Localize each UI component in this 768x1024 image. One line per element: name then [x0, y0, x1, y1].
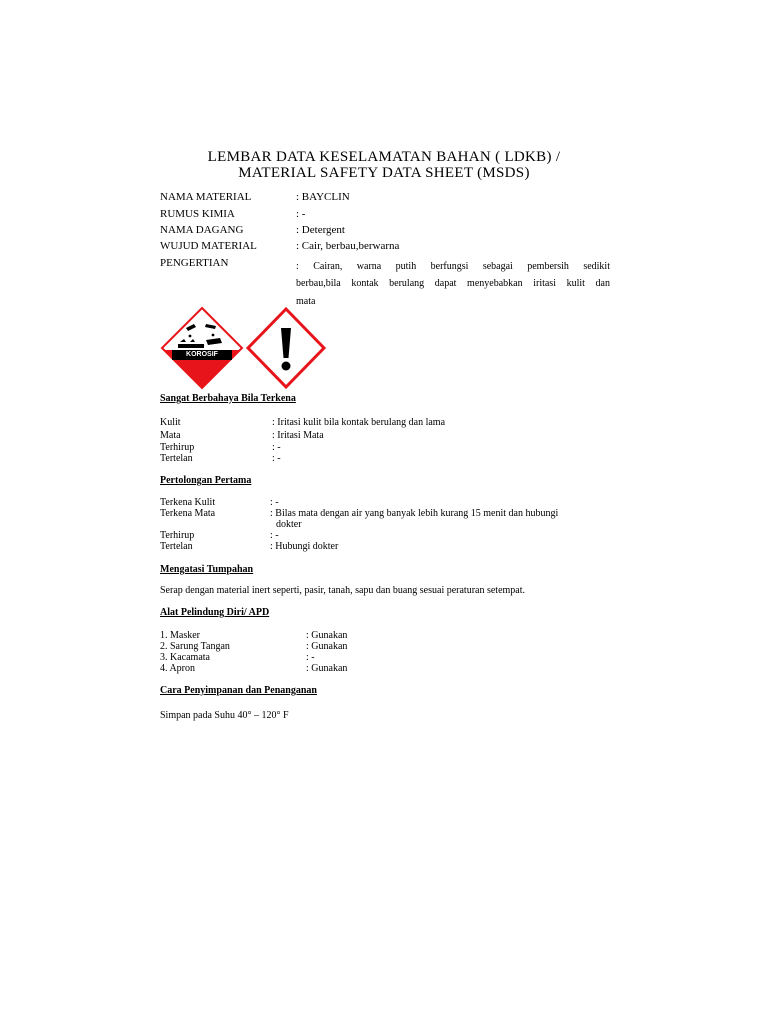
identity-label-trade-name: NAMA DAGANG — [160, 224, 244, 236]
document-title-line2: MATERIAL SAFETY DATA SHEET (MSDS) — [238, 165, 530, 181]
hazard-label-eye: Mata — [160, 430, 181, 441]
identity-label-definition: PENGERTIAN — [160, 257, 229, 269]
first-aid-label-inhaled: Terhirup — [160, 530, 195, 541]
first-aid-heading: Pertolongan Pertama — [160, 475, 252, 486]
identity-label-formula: RUMUS KIMIA — [160, 208, 235, 220]
first-aid-label-swallowed: Tertelan — [160, 541, 193, 552]
identity-value-definition-line2: berbau,bila kontak berulang dapat menyebabkan iritasi kulit dan — [296, 278, 610, 289]
warning-pictogram — [245, 306, 327, 390]
exclamation-icon — [245, 306, 327, 390]
spill-text: Serap dengan material inert seperti, pasir, tanah, sapu dan buang sesuai peraturan setempat. — [160, 585, 526, 596]
hazard-label-swallowed: Tertelan — [160, 453, 193, 464]
hazard-value-skin: : Iritasi kulit bila kontak berulang dan lama — [272, 417, 446, 428]
first-aid-value-swallowed: : Hubungi dokter — [270, 541, 339, 552]
corrosive-pictogram — [160, 306, 244, 390]
first-aid-value-eye-cont: dokter — [276, 519, 302, 530]
first-aid-value-eye: : Bilas mata dengan air yang banyak lebih kurang 15 menit dan hubungi — [270, 508, 559, 519]
identity-value-form: : Cair, berbau,berwarna — [296, 240, 400, 252]
spill-heading: Mengatasi Tumpahan — [160, 564, 254, 575]
storage-heading: Cara Penyimpanan dan Penanganan — [160, 685, 317, 696]
hazard-label-skin: Kulit — [160, 417, 181, 428]
hazard-label-inhaled: Terhirup — [160, 442, 195, 453]
hazard-value-inhaled: : - — [272, 442, 281, 453]
identity-value-trade-name: : Detergent — [296, 224, 345, 236]
ppe-heading: Alat Pelindung Diri/ APD — [160, 607, 270, 618]
ppe-label-goggles: 3. Kacamata — [160, 652, 210, 663]
ppe-value-gloves: : Gunakan — [306, 641, 348, 652]
first-aid-label-eye: Terkena Mata — [160, 508, 216, 519]
identity-value-definition-line3: mata — [296, 296, 316, 307]
ppe-label-gloves: 2. Sarung Tangan — [160, 641, 230, 652]
ppe-value-apron: : Gunakan — [306, 663, 348, 674]
identity-value-formula: : - — [296, 208, 306, 220]
first-aid-value-inhaled: : - — [270, 530, 279, 541]
ppe-label-apron: 4. Apron — [160, 663, 195, 674]
hazard-value-swallowed: : - — [272, 453, 281, 464]
first-aid-label-skin: Terkena Kulit — [160, 497, 216, 508]
corrosive-icon — [160, 306, 244, 390]
hazard-value-eye: : Iritasi Mata — [272, 430, 324, 441]
storage-text: Simpan pada Suhu 40° – 120° F — [160, 710, 289, 721]
first-aid-value-skin: : - — [270, 497, 279, 508]
corrosive-label: KOROSIF — [186, 351, 218, 358]
ppe-value-mask: : Gunakan — [306, 630, 348, 641]
ppe-label-mask: 1. Masker — [160, 630, 200, 641]
identity-label-form: WUJUD MATERIAL — [160, 240, 257, 252]
document-title-line1: LEMBAR DATA KESELAMATAN BAHAN ( LDKB) / — [207, 149, 561, 165]
hazard-heading: Sangat Berbahaya Bila Terkena — [160, 393, 296, 404]
ppe-value-goggles: : - — [306, 652, 315, 663]
identity-value-definition-line1: : Cairan, warna putih berfungsi sebagai pembersih sedikit — [296, 261, 610, 272]
identity-value-material: : BAYCLIN — [296, 191, 350, 203]
identity-label-material: NAMA MATERIAL — [160, 191, 252, 203]
